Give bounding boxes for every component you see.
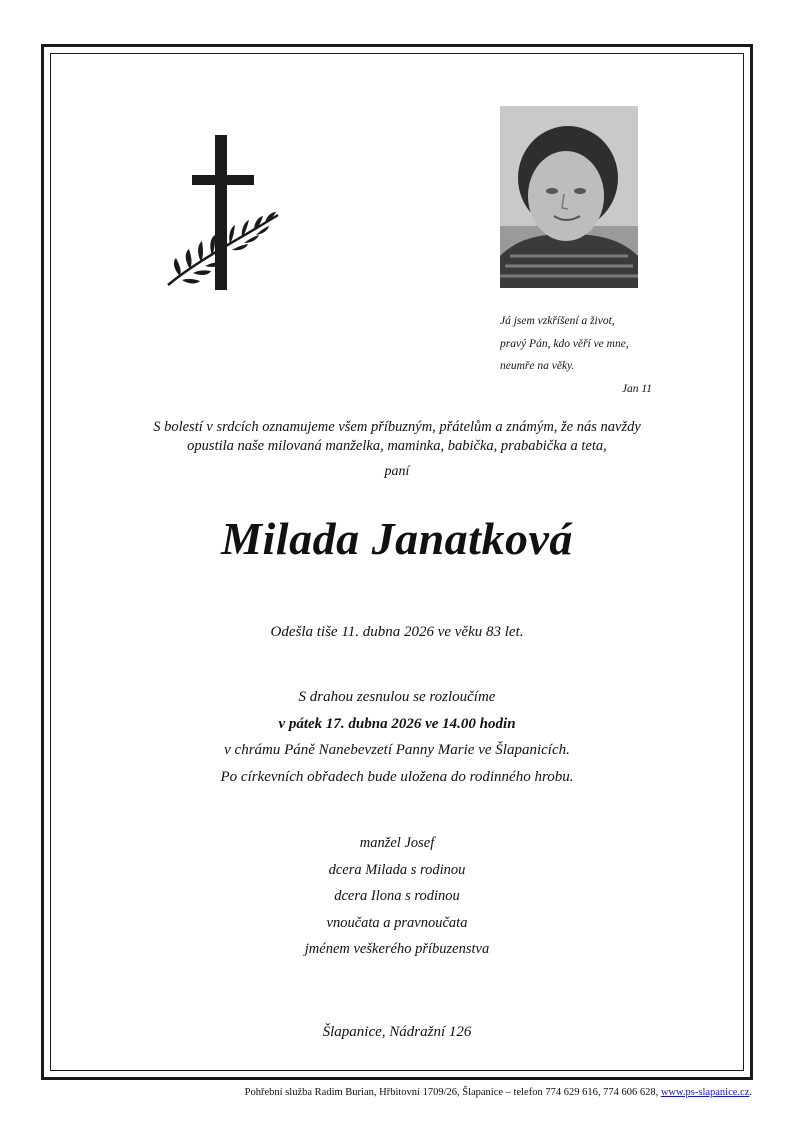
intro-line: S bolestí v srdcích oznamujeme všem příbuzným, přátelům a známým, že nás navždy: [153, 419, 641, 435]
family-list: [60, 830, 734, 963]
family-address: Šlapanice, Nádražní 126: [322, 1024, 472, 1040]
announcement-intro: [60, 418, 734, 456]
family-member: vnoučata a pravnoučata: [326, 914, 468, 931]
website-link[interactable]: www.ps-slapanice.cz: [660, 1087, 750, 1098]
deceased-name: Milada Janatková: [221, 513, 573, 564]
cross-with-palm-icon: [158, 130, 288, 295]
verse-line: neumře na věky.: [500, 360, 575, 372]
footer-end: .: [749, 1087, 752, 1098]
footer-text: Pohřební služba Radim Burian, Hřbitovní 1709/26, Šlapanice – telefon 774 629 616, 774 606 628,: [244, 1087, 661, 1098]
death-notice: Odešla tiše 11. dubna 2026 ve věku 83 let.: [270, 624, 524, 640]
bible-verse: [500, 310, 670, 400]
verse-line: Já jsem vzkříšení a život,: [500, 315, 615, 327]
funeral-date-time: v pátek 17. dubna 2026 ve 14.00 hodin: [278, 715, 516, 732]
family-member: jménem veškerého příbuzenstva: [304, 941, 490, 957]
family-member: manžel Josef: [359, 835, 435, 851]
funeral-line: S drahou zesnulou se rozloučíme: [298, 689, 496, 705]
honorific: paní: [384, 464, 410, 479]
funeral-service-footer: [245, 1087, 752, 1098]
verse-reference: Jan 11: [621, 382, 652, 395]
funeral-details: [60, 684, 734, 790]
verse-line: pravý Pán, kdo věří ve mne,: [500, 337, 629, 350]
funeral-line: Po církevních obřadech bude uložena do rodinného hrobu.: [220, 768, 574, 785]
portrait-photo: [500, 106, 638, 288]
funeral-line: v chrámu Páně Nanebevzetí Panny Marie ve Šlapanicích.: [224, 742, 570, 758]
family-member: dcera Milada s rodinou: [328, 861, 466, 878]
family-member: dcera Ilona s rodinou: [334, 888, 460, 904]
intro-line: opustila naše milovaná manželka, maminka, babička, prababička a teta,: [187, 438, 607, 454]
